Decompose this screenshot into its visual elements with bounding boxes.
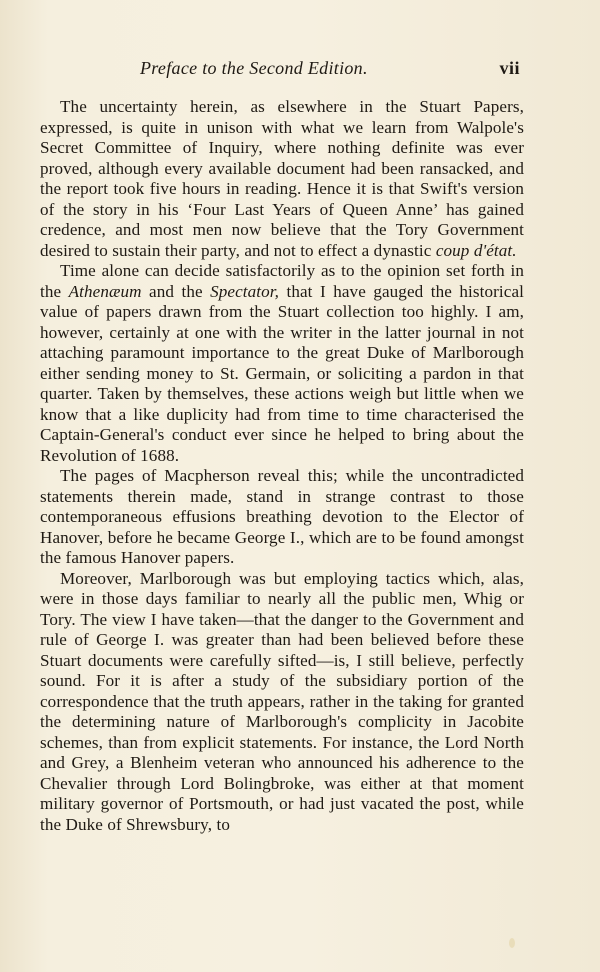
paragraph-2-italic-spectator: Spectator, bbox=[210, 281, 280, 301]
paragraph-1-italic-phrase: coup d'état. bbox=[435, 240, 517, 260]
paragraph-1 bbox=[40, 97, 524, 261]
paragraph-4-text: Moreover, Marlborough was but employing tactics which, alas, were in those days familiar to nearly all the public men, Whig or Tory. The view I have taken—that the danger to the Government and rule of George I. was greater than had been believed before these Stuart documents were carefully sifted—is, I still believe, perfectly sound. For it is after a study of the subsidiary portion of the correspondence that the truth appears, rather in the taking for granted the determining nature of Marlborough's complicity in Jacobite schemes, than from explicit statements. For instance, the Lord North and Grey, a Blenheim veteran who announced his adherence to the Chevalier through Lord Bolingbroke, was either at that moment military governor of Portsmouth, or had just vacated the post, while the Duke of Shrewsbury, to bbox=[40, 568, 524, 834]
page-number: vii bbox=[499, 58, 520, 78]
page-header bbox=[140, 58, 520, 79]
paragraph-3-text: The pages of Macpherson reveal this; while the uncontradicted statements therein made, stand in strange contrast to those contemporaneous effusions breathing devotion to the Elector of Hanover, before he became George I., which are to be found amongst the famous Hanover papers. bbox=[40, 466, 524, 567]
paragraph-2-italic-athenaeum: Athenæum bbox=[68, 281, 142, 301]
paragraph-3 bbox=[40, 466, 524, 569]
paragraph-2-text-b: and the bbox=[141, 281, 211, 301]
paragraph-2 bbox=[40, 261, 524, 466]
body-text bbox=[40, 97, 524, 835]
paragraph-2-text-a: Time alone can decide satisfactorily as to the opinion set forth in the bbox=[40, 261, 524, 301]
running-title: Preface to the Second Edition. bbox=[140, 58, 368, 78]
paragraph-1-text: The uncertainty herein, as elsewhere in the Stuart Papers, expressed, is quite in unison with what we learn from Walpole's Secret Committee of Inquiry, where nothing definite was ever proved, although every available document had been ransacked, and the report took five hours in reading. Hence it is that Swift's version of the story in his ‘Four Last Years of Queen Anne’ has gained credence, and most men now believe that the Tory Government desired to sustain their party, and not to effect a dynastic bbox=[40, 97, 524, 260]
paragraph-4 bbox=[40, 569, 524, 836]
paper-stain bbox=[509, 938, 515, 948]
paragraph-2-text-c: that I have gauged the historical value of papers drawn from the Stuart collection too highly. I am, however, certainly at one with the writer in the latter journal in not attaching paramount importance to the great Duke of Marlborough either sending money to St. Germain, or soliciting a pardon in that quarter. Taken by themselves, these actions weigh but little when we know that a like duplicity had from time to time characterised the Captain-General's conduct ever since he helped to bring about the Revolution of 1688. bbox=[40, 281, 524, 465]
